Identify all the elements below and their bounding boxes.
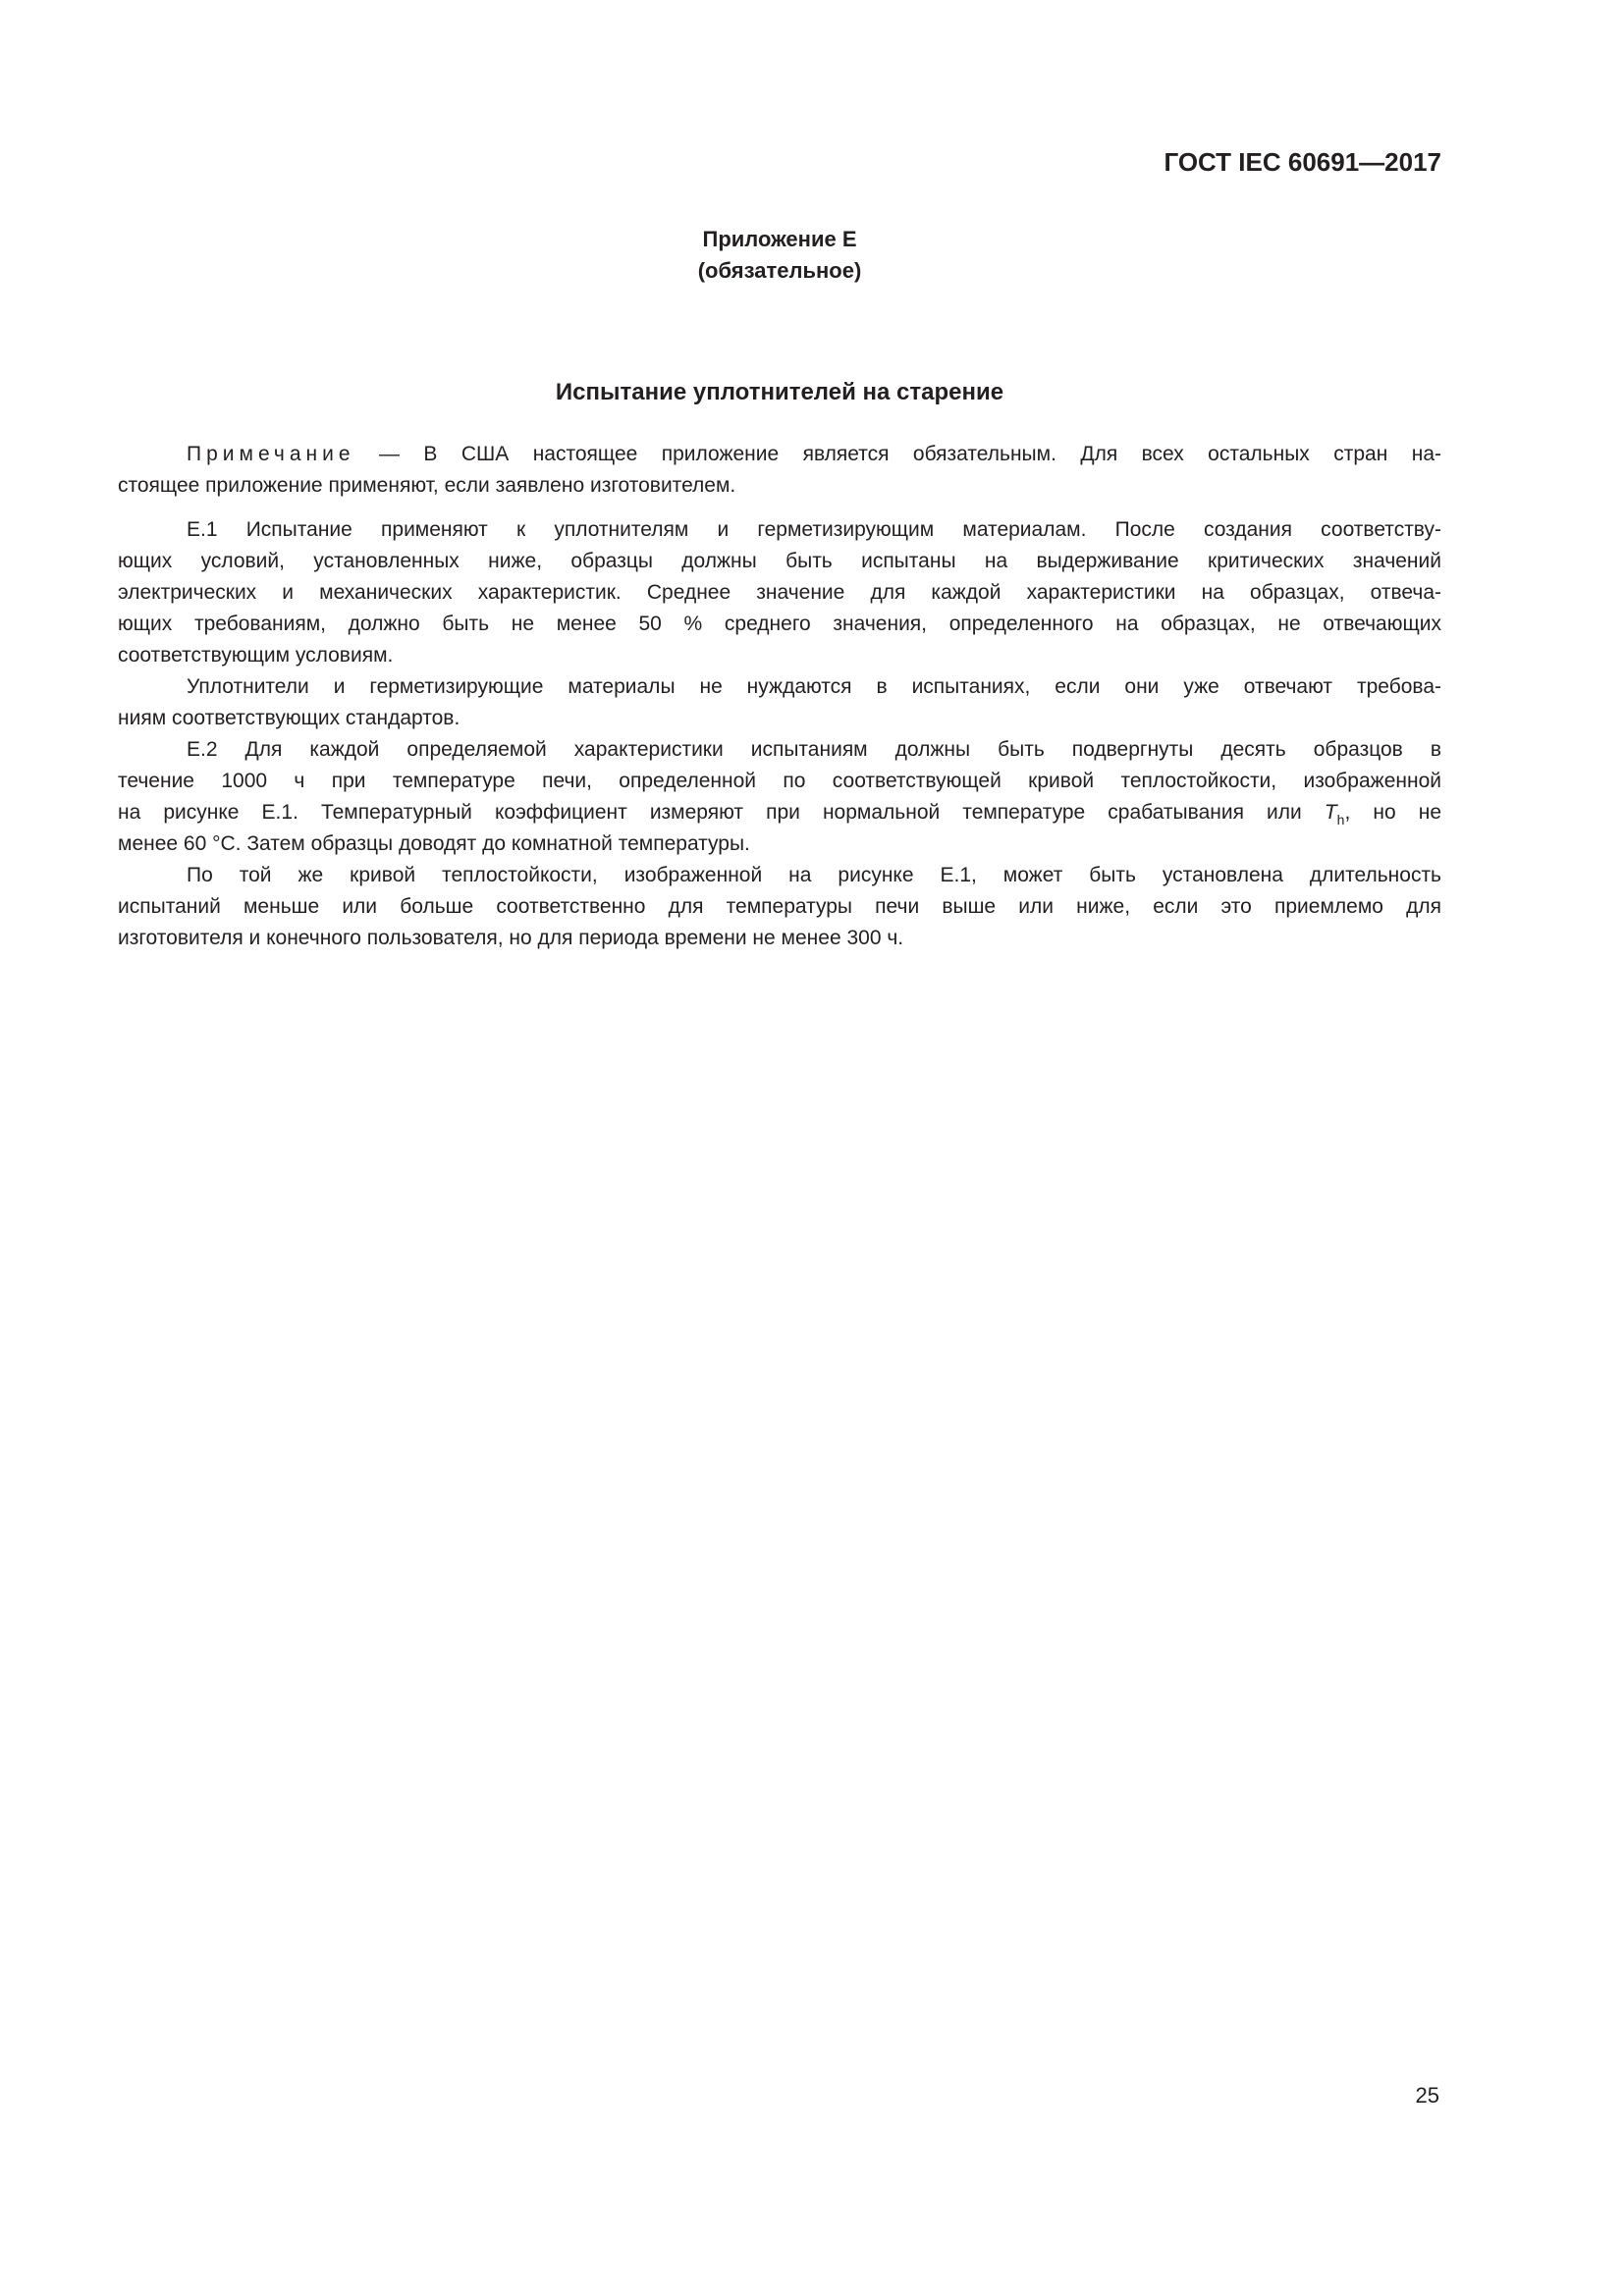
line-text: Е.1 Испытание применяют к уплотнителям и герметизирующим материалам. После создания соответству- xyxy=(187,518,1441,541)
line-text: испытаний меньше или больше соответственно для температуры печи выше или ниже, если это приемлемо для xyxy=(118,895,1441,918)
document-code: ГОСТ IEC 60691—2017 xyxy=(1164,147,1441,177)
line-text: Уплотнители и герметизирующие материалы не нуждаются в испытаниях, если они уже отвечают требова- xyxy=(187,675,1441,698)
paragraph xyxy=(118,860,1441,954)
variable-symbol: T xyxy=(1324,801,1337,824)
text-line xyxy=(118,860,1441,891)
line-text: ющих условий, установленных ниже, образцы должны быть испытаны на выдерживание критических значений xyxy=(118,550,1441,572)
section-title: Испытание уплотнителей на старение xyxy=(555,379,1004,405)
line-text: на рисунке Е.1. Температурный коэффициент измеряют при нормальной температуре срабатывания или xyxy=(118,801,1325,824)
paragraph-gap xyxy=(118,502,1441,514)
text-line xyxy=(118,734,1441,766)
text-line xyxy=(118,514,1441,546)
variable-subscript: h xyxy=(1336,812,1345,828)
line-text: — В США настоящее приложение является обязательным. Для всех остальных стран на- xyxy=(354,443,1441,465)
line-text: Е.2 Для каждой определяемой характеристики испытаниям должны быть подвергнуты десять образцов в xyxy=(187,738,1441,761)
paragraph xyxy=(118,671,1441,734)
paragraph xyxy=(118,439,1441,502)
paragraph xyxy=(118,514,1441,671)
text-line xyxy=(118,470,1441,502)
line-text: По той же кривой теплостойкости, изображенной на рисунке Е.1, может быть установлена длительность xyxy=(187,864,1441,886)
line-text: течение 1000 ч при температуре печи, определенной по соответствующей кривой теплостойкости, изображенной xyxy=(118,770,1441,792)
line-text: электрических и механических характеристик. Среднее значение для каждой характеристики на образцах, отвеча- xyxy=(118,581,1441,604)
line-text: стоящее приложение применяют, если заявлено изготовителем. xyxy=(118,474,736,497)
text-line xyxy=(118,923,1441,954)
line-text: , но не xyxy=(1344,801,1441,824)
line-text: изготовителя и конечного пользователя, но для периода времени не менее 300 ч. xyxy=(118,927,904,949)
text-line xyxy=(118,891,1441,923)
text-line xyxy=(118,577,1441,609)
text-line xyxy=(118,703,1441,734)
text-line xyxy=(118,640,1441,671)
text-line xyxy=(118,828,1441,860)
line-text: ниям соответствующих стандартов. xyxy=(118,707,460,729)
line-text: менее 60 °С. Затем образцы доводят до комнатной температуры. xyxy=(118,832,750,855)
line-text: соответствующим условиям. xyxy=(118,644,394,667)
page-number: 25 xyxy=(1415,2083,1439,2108)
line-text: ющих требованиям, должно быть не менее 50 % среднего значения, определенного на образцах, не отвечающих xyxy=(118,613,1441,635)
text-line xyxy=(118,546,1441,577)
text-line xyxy=(118,439,1441,470)
text-line xyxy=(118,671,1441,703)
body-text xyxy=(118,439,1441,954)
paragraph xyxy=(118,734,1441,860)
note-label: Примечание xyxy=(187,443,355,465)
text-line xyxy=(118,797,1441,828)
appendix-status: (обязательное) xyxy=(697,258,862,283)
appendix-title: Приложение Е xyxy=(702,227,857,251)
text-line xyxy=(118,766,1441,797)
text-line xyxy=(118,609,1441,640)
